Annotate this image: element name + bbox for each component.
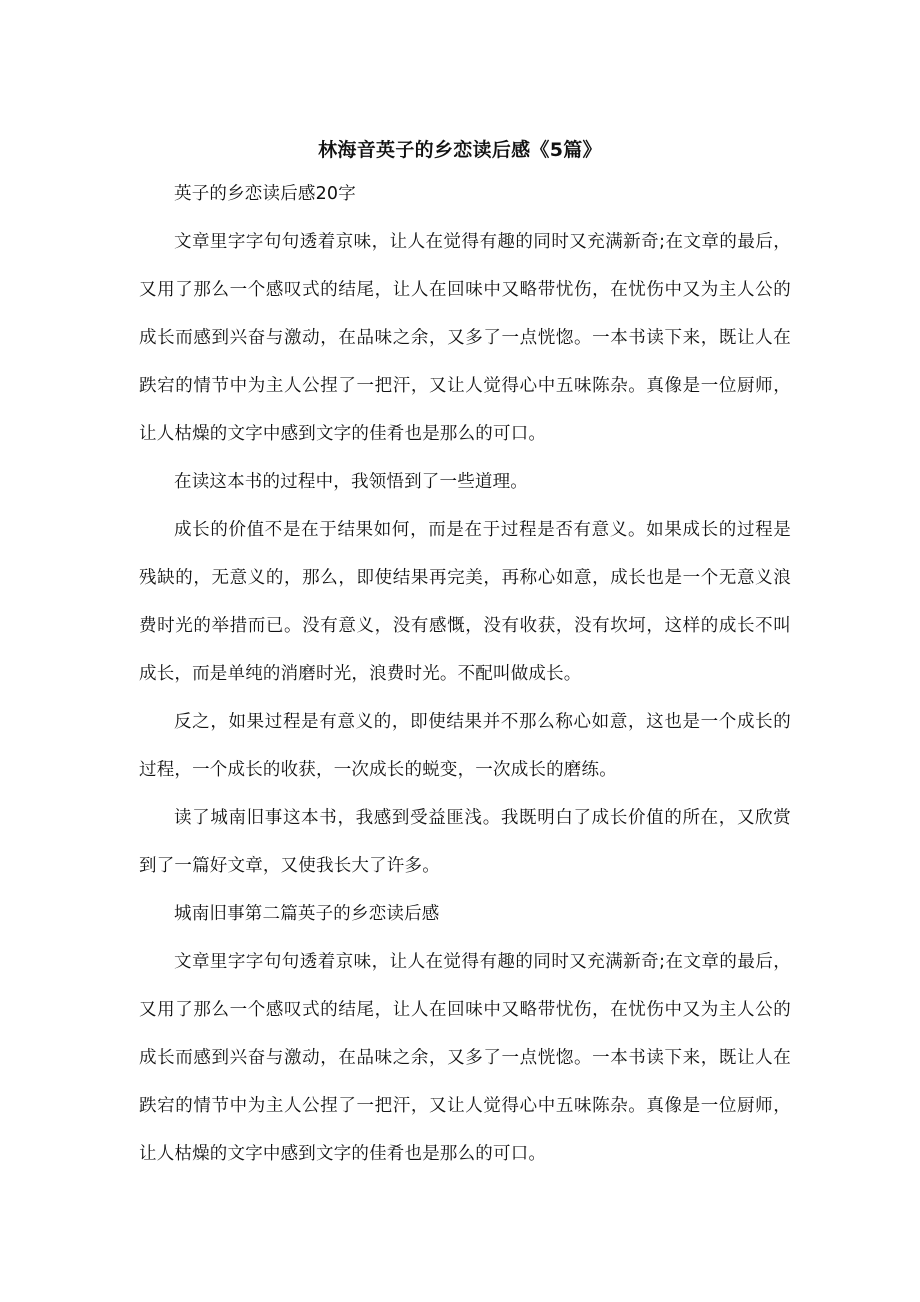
document-body xyxy=(139,170,791,1178)
paragraph-subtitle-2: 城南旧事第二篇英子的乡恋读后感 xyxy=(174,904,440,924)
paragraph: 在读这本书的过程中，我领悟到了一些道理。 xyxy=(174,472,528,492)
paragraph: 成长的价值不是在于结果如何，而是在于过程是否有意义。如果成长的过程是残缺的，无意义的，那么，即使结果再完美，再称心如意，成长也是一个无意义浪费时光的举措而已。没有意义，没有感慨，没有收获，没有坎坷，这样的成长不叫成长，而是单纯的消磨时光，浪费时光。不配叫做成长。 xyxy=(139,520,791,684)
paragraph: 文章里字字句句透着京味，让人在觉得有趣的同时又充满新奇;在文章的最后，又用了那么一个感叹式的结尾，让人在回味中又略带忧伤，在忧伤中又为主人公的成长而感到兴奋与激动，在品味之余，又多了一点恍惚。一本书读下来，既让人在跌宕的情节中为主人公捏了一把汗，又让人觉得心中五味陈杂。真像是一位厨师，让人枯燥的文字中感到文字的佳肴也是那么的可口。 xyxy=(139,232,791,444)
document-title: 林海音英子的乡恋读后感《5篇》 xyxy=(318,138,602,161)
paragraph: 读了城南旧事这本书，我感到受益匪浅。我既明白了成长价值的所在，又欣赏到了一篇好文章，又使我长大了许多。 xyxy=(139,808,791,876)
paragraph-subtitle-1: 英子的乡恋读后感20字 xyxy=(174,184,356,204)
paragraph: 反之，如果过程是有意义的，即使结果并不那么称心如意，这也是一个成长的过程，一个成长的收获，一次成长的蜕变，一次成长的磨练。 xyxy=(139,712,791,780)
paragraph: 文章里字字句句透着京味，让人在觉得有趣的同时又充满新奇;在文章的最后，又用了那么一个感叹式的结尾，让人在回味中又略带忧伤，在忧伤中又为主人公的成长而感到兴奋与激动，在品味之余，又多了一点恍惚。一本书读下来，既让人在跌宕的情节中为主人公捏了一把汗，又让人觉得心中五味陈杂。真像是一位厨师，让人枯燥的文字中感到文字的佳肴也是那么的可口。 xyxy=(139,952,791,1164)
